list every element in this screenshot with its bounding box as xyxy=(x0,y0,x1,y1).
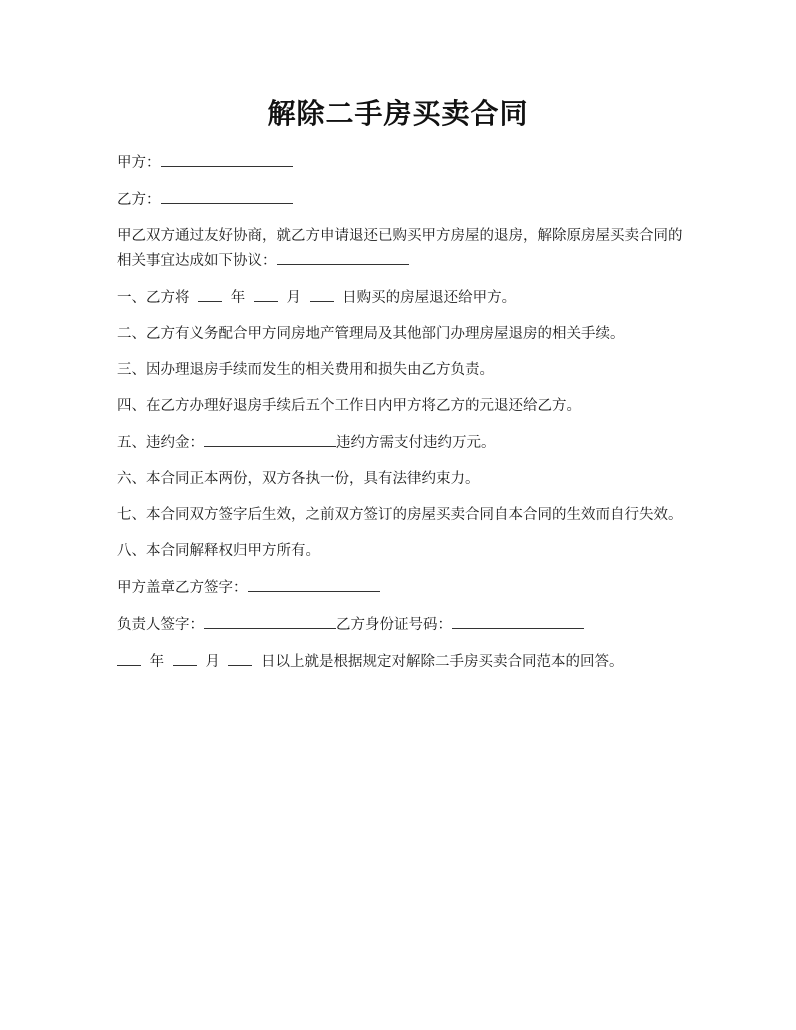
date-line xyxy=(117,649,683,674)
document-title: 解除二手房买卖合同 xyxy=(267,97,529,130)
clause-5-blank xyxy=(204,430,336,447)
clause-1-day-blank xyxy=(310,285,334,302)
party-b-blank xyxy=(161,187,293,204)
date-year-blank xyxy=(117,649,141,666)
responsible-blank xyxy=(204,612,336,629)
intro-paragraph xyxy=(117,224,683,273)
date-day-blank xyxy=(228,649,252,666)
id-label: 乙方身份证号码： xyxy=(336,617,452,633)
clause-1-month-blank xyxy=(254,285,278,302)
date-month: 月 xyxy=(205,654,220,670)
clause-5 xyxy=(117,430,683,455)
document-body xyxy=(117,150,683,686)
seal-line xyxy=(117,575,683,600)
date-year: 年 xyxy=(149,654,165,670)
clause-1 xyxy=(117,285,683,310)
clause-1-month: 月 xyxy=(286,290,301,306)
party-a-line xyxy=(117,150,683,175)
clause-5-prefix: 五、违约金： xyxy=(117,435,204,451)
clause-1-prefix: 一、乙方将 xyxy=(117,290,190,306)
party-a-label: 甲方： xyxy=(117,155,161,171)
clause-2: 二、乙方有义务配合甲方同房地产管理局及其他部门办理房屋退房的相关手续。 xyxy=(117,326,625,342)
responsible-label: 负责人签字： xyxy=(117,617,204,633)
clause-5-suffix: 违约方需支付违约万元。 xyxy=(336,435,496,451)
intro-text: 甲乙双方通过友好协商，就乙方申请退还已购买甲方房屋的退房，解除原房屋买卖合同的相关事宜达成如下协议： xyxy=(117,228,683,269)
clause-1-year: 年 xyxy=(230,290,246,306)
seal-label: 甲方盖章乙方签字： xyxy=(117,580,248,596)
clause-8: 八、本合同解释权归甲方所有。 xyxy=(117,543,320,559)
clause-7: 七、本合同双方签字后生效，之前双方签订的房屋买卖合同自本合同的生效而自行失效。 xyxy=(117,507,683,523)
intro-blank xyxy=(277,248,409,265)
seal-blank xyxy=(248,575,380,592)
party-b-label: 乙方： xyxy=(117,192,161,208)
id-blank xyxy=(452,612,584,629)
clause-6: 六、本合同正本两份，双方各执一份，具有法律约束力。 xyxy=(117,471,480,487)
signature-line xyxy=(117,612,683,637)
clause-1-suffix: 日购买的房屋退还给甲方。 xyxy=(342,290,517,306)
clause-1-year-blank xyxy=(198,285,222,302)
clause-3: 三、因办理退房手续而发生的相关费用和损失由乙方负责。 xyxy=(117,362,494,378)
party-b-line xyxy=(117,187,683,212)
clause-4: 四、在乙方办理好退房手续后五个工作日内甲方将乙方的元退还给乙方。 xyxy=(117,398,581,414)
date-suffix: 日以上就是根据规定对解除二手房买卖合同范本的回答。 xyxy=(261,654,624,670)
party-a-blank xyxy=(161,150,293,167)
date-month-blank xyxy=(173,649,197,666)
